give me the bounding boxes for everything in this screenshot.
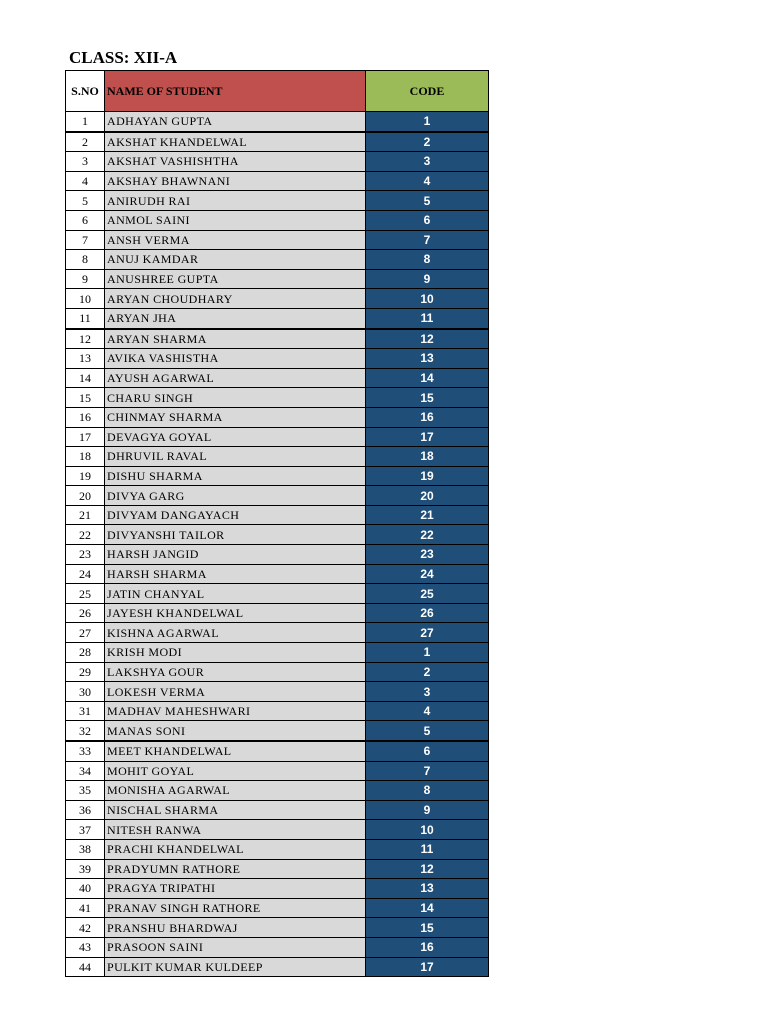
student-name-cell: NISCHAL SHARMA xyxy=(105,800,366,820)
table-row xyxy=(66,427,489,447)
table-row xyxy=(66,957,489,977)
sno-cell: 20 xyxy=(66,486,105,506)
table-row xyxy=(66,781,489,801)
sno-cell: 44 xyxy=(66,957,105,977)
code-cell: 12 xyxy=(366,329,489,349)
table-row xyxy=(66,918,489,938)
code-cell: 9 xyxy=(366,269,489,289)
sno-cell: 13 xyxy=(66,349,105,369)
code-cell: 10 xyxy=(366,820,489,840)
sno-cell: 29 xyxy=(66,662,105,682)
sno-cell: 31 xyxy=(66,701,105,721)
sno-cell: 40 xyxy=(66,879,105,899)
table-row xyxy=(66,230,489,250)
sno-header: S.NO xyxy=(66,71,105,112)
table-row xyxy=(66,505,489,525)
sno-cell: 3 xyxy=(66,152,105,172)
sno-cell: 38 xyxy=(66,839,105,859)
table-row xyxy=(66,761,489,781)
student-name-cell: JAYESH KHANDELWAL xyxy=(105,603,366,623)
student-name-cell: DIVYA GARG xyxy=(105,486,366,506)
sno-cell: 35 xyxy=(66,781,105,801)
table-row xyxy=(66,486,489,506)
code-cell: 11 xyxy=(366,839,489,859)
code-cell: 1 xyxy=(366,112,489,132)
student-name-cell: MANAS SONI xyxy=(105,721,366,741)
table-row xyxy=(66,250,489,270)
code-cell: 15 xyxy=(366,918,489,938)
student-name-cell: ARYAN SHARMA xyxy=(105,329,366,349)
student-name-cell: LAKSHYA GOUR xyxy=(105,662,366,682)
sno-cell: 15 xyxy=(66,388,105,408)
sno-cell: 2 xyxy=(66,132,105,152)
sno-cell: 28 xyxy=(66,643,105,663)
table-row xyxy=(66,112,489,132)
table-row xyxy=(66,289,489,309)
sno-cell: 27 xyxy=(66,623,105,643)
sno-cell: 42 xyxy=(66,918,105,938)
student-name-cell: ANUSHREE GUPTA xyxy=(105,269,366,289)
sno-cell: 19 xyxy=(66,466,105,486)
sno-cell: 5 xyxy=(66,191,105,211)
student-name-cell: LOKESH VERMA xyxy=(105,682,366,702)
student-name-cell: DISHU SHARMA xyxy=(105,466,366,486)
code-header: CODE xyxy=(366,71,489,112)
student-name-cell: PRANSHU BHARDWAJ xyxy=(105,918,366,938)
table-row xyxy=(66,308,489,328)
student-name-cell: AKSHAT VASHISHTHA xyxy=(105,152,366,172)
student-name-cell: PRACHI KHANDELWAL xyxy=(105,839,366,859)
student-name-cell: JATIN CHANYAL xyxy=(105,584,366,604)
code-cell: 6 xyxy=(366,741,489,761)
code-cell: 23 xyxy=(366,545,489,565)
table-row xyxy=(66,584,489,604)
table-row xyxy=(66,741,489,761)
table-row xyxy=(66,839,489,859)
table-header-row xyxy=(66,71,489,112)
table-row xyxy=(66,171,489,191)
code-cell: 12 xyxy=(366,859,489,879)
code-cell: 22 xyxy=(366,525,489,545)
sno-cell: 23 xyxy=(66,545,105,565)
sno-cell: 4 xyxy=(66,171,105,191)
table-row xyxy=(66,349,489,369)
table-row xyxy=(66,820,489,840)
table-row xyxy=(66,132,489,152)
table-row xyxy=(66,525,489,545)
table-row xyxy=(66,210,489,230)
code-cell: 13 xyxy=(366,349,489,369)
code-cell: 5 xyxy=(366,191,489,211)
code-cell: 19 xyxy=(366,466,489,486)
sno-cell: 41 xyxy=(66,898,105,918)
sno-cell: 21 xyxy=(66,505,105,525)
student-name-cell: PRAGYA TRIPATHI xyxy=(105,879,366,899)
student-name-cell: DIVYANSHI TAILOR xyxy=(105,525,366,545)
code-cell: 18 xyxy=(366,447,489,467)
code-cell: 3 xyxy=(366,152,489,172)
student-name-cell: AKSHAT KHANDELWAL xyxy=(105,132,366,152)
student-name-cell: MADHAV MAHESHWARI xyxy=(105,701,366,721)
sno-cell: 18 xyxy=(66,447,105,467)
student-name-cell: CHARU SINGH xyxy=(105,388,366,408)
sno-cell: 36 xyxy=(66,800,105,820)
name-header: NAME OF STUDENT xyxy=(105,71,366,112)
student-name-cell: ANUJ KAMDAR xyxy=(105,250,366,270)
table-row xyxy=(66,269,489,289)
code-cell: 10 xyxy=(366,289,489,309)
table-row xyxy=(66,800,489,820)
student-name-cell: HARSH SHARMA xyxy=(105,564,366,584)
code-cell: 25 xyxy=(366,584,489,604)
table-row xyxy=(66,701,489,721)
table-row xyxy=(66,466,489,486)
code-cell: 16 xyxy=(366,937,489,957)
code-cell: 9 xyxy=(366,800,489,820)
student-name-cell: DHRUVIL RAVAL xyxy=(105,447,366,467)
student-table xyxy=(65,70,489,977)
student-name-cell: AVIKA VASHISTHA xyxy=(105,349,366,369)
table-row xyxy=(66,879,489,899)
sno-cell: 17 xyxy=(66,427,105,447)
table-row xyxy=(66,407,489,427)
table-row xyxy=(66,564,489,584)
student-name-cell: ARYAN CHOUDHARY xyxy=(105,289,366,309)
student-name-cell: ANMOL SAINI xyxy=(105,210,366,230)
student-name-cell: MOHIT GOYAL xyxy=(105,761,366,781)
table-row xyxy=(66,447,489,467)
table-row xyxy=(66,682,489,702)
code-cell: 8 xyxy=(366,781,489,801)
sno-cell: 14 xyxy=(66,368,105,388)
sno-cell: 11 xyxy=(66,308,105,328)
sno-cell: 16 xyxy=(66,407,105,427)
code-cell: 7 xyxy=(366,761,489,781)
code-cell: 2 xyxy=(366,662,489,682)
sno-cell: 33 xyxy=(66,741,105,761)
table-row xyxy=(66,603,489,623)
code-cell: 8 xyxy=(366,250,489,270)
sno-cell: 24 xyxy=(66,564,105,584)
student-name-cell: ANIRUDH RAI xyxy=(105,191,366,211)
code-cell: 14 xyxy=(366,368,489,388)
sno-cell: 10 xyxy=(66,289,105,309)
student-name-cell: ARYAN JHA xyxy=(105,308,366,328)
code-cell: 4 xyxy=(366,701,489,721)
student-name-cell: MONISHA AGARWAL xyxy=(105,781,366,801)
code-cell: 5 xyxy=(366,721,489,741)
code-cell: 14 xyxy=(366,898,489,918)
table-row xyxy=(66,388,489,408)
code-cell: 17 xyxy=(366,957,489,977)
student-name-cell: AKSHAY BHAWNANI xyxy=(105,171,366,191)
sno-cell: 6 xyxy=(66,210,105,230)
table-row xyxy=(66,859,489,879)
sno-cell: 9 xyxy=(66,269,105,289)
sno-cell: 34 xyxy=(66,761,105,781)
sno-cell: 22 xyxy=(66,525,105,545)
student-name-cell: MEET KHANDELWAL xyxy=(105,741,366,761)
table-row xyxy=(66,721,489,741)
sno-cell: 39 xyxy=(66,859,105,879)
table-row xyxy=(66,662,489,682)
student-name-cell: AYUSH AGARWAL xyxy=(105,368,366,388)
code-cell: 15 xyxy=(366,388,489,408)
class-title: CLASS: XII-A xyxy=(69,48,178,67)
student-name-cell: PRASOON SAINI xyxy=(105,937,366,957)
sno-cell: 7 xyxy=(66,230,105,250)
code-cell: 3 xyxy=(366,682,489,702)
table-row xyxy=(66,937,489,957)
student-name-cell: KISHNA AGARWAL xyxy=(105,623,366,643)
table-row xyxy=(66,368,489,388)
code-cell: 6 xyxy=(366,210,489,230)
code-cell: 20 xyxy=(366,486,489,506)
student-name-cell: PRADYUMN RATHORE xyxy=(105,859,366,879)
code-cell: 7 xyxy=(366,230,489,250)
table-row xyxy=(66,643,489,663)
code-cell: 11 xyxy=(366,308,489,328)
sno-cell: 37 xyxy=(66,820,105,840)
sno-cell: 32 xyxy=(66,721,105,741)
sno-cell: 26 xyxy=(66,603,105,623)
sno-cell: 43 xyxy=(66,937,105,957)
table-row xyxy=(66,329,489,349)
sno-cell: 30 xyxy=(66,682,105,702)
sno-cell: 8 xyxy=(66,250,105,270)
sno-cell: 12 xyxy=(66,329,105,349)
code-cell: 2 xyxy=(366,132,489,152)
student-name-cell: CHINMAY SHARMA xyxy=(105,407,366,427)
table-row xyxy=(66,545,489,565)
table-row xyxy=(66,191,489,211)
student-name-cell: ANSH VERMA xyxy=(105,230,366,250)
code-cell: 26 xyxy=(366,603,489,623)
student-name-cell: NITESH RANWA xyxy=(105,820,366,840)
table-row xyxy=(66,898,489,918)
code-cell: 1 xyxy=(366,643,489,663)
student-name-cell: PULKIT KUMAR KULDEEP xyxy=(105,957,366,977)
code-cell: 27 xyxy=(366,623,489,643)
code-cell: 24 xyxy=(366,564,489,584)
student-name-cell: DEVAGYA GOYAL xyxy=(105,427,366,447)
code-cell: 13 xyxy=(366,879,489,899)
student-name-cell: PRANAV SINGH RATHORE xyxy=(105,898,366,918)
table-row xyxy=(66,623,489,643)
code-cell: 21 xyxy=(366,505,489,525)
table-row xyxy=(66,152,489,172)
student-name-cell: DIVYAM DANGAYACH xyxy=(105,505,366,525)
sno-cell: 1 xyxy=(66,112,105,132)
student-name-cell: KRISH MODI xyxy=(105,643,366,663)
code-cell: 17 xyxy=(366,427,489,447)
student-name-cell: HARSH JANGID xyxy=(105,545,366,565)
code-cell: 16 xyxy=(366,407,489,427)
sno-cell: 25 xyxy=(66,584,105,604)
student-name-cell: ADHAYAN GUPTA xyxy=(105,112,366,132)
code-cell: 4 xyxy=(366,171,489,191)
